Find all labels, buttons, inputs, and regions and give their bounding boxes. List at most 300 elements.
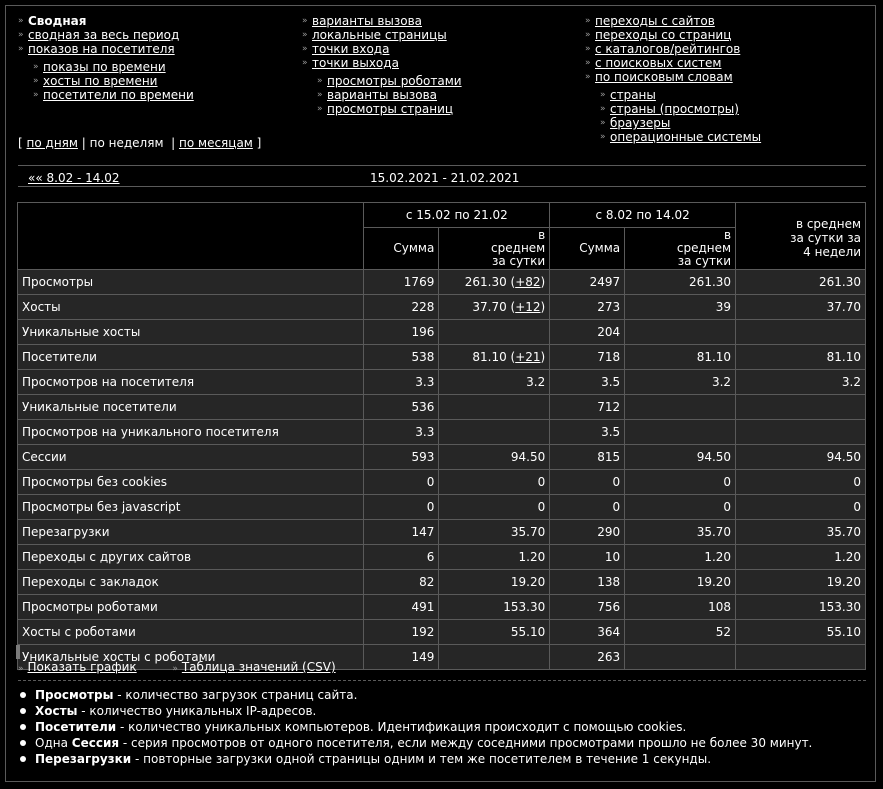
table-header-avg-per-day (625, 228, 736, 270)
metric-label-cell (18, 545, 364, 570)
nav-column-referrers (585, 14, 761, 144)
period-separator: | (81, 136, 86, 150)
legend-term: Сессия (71, 736, 120, 750)
current-avg: 35.70 (510, 525, 546, 539)
current-avg-cell (439, 395, 550, 420)
current-avg: 1.20 (518, 550, 546, 564)
scroll-marker (16, 645, 20, 659)
arrow-icon: » (302, 44, 308, 54)
divider (18, 165, 866, 166)
current-sum-cell (364, 420, 439, 445)
nav-item-from-pages[interactable] (585, 28, 761, 42)
legend-description: - повторные загрузки одной страницы одним и тем же посетителем в течение 1 секунды. (131, 752, 712, 766)
nav-link-local-pages[interactable]: локальные страницы (312, 28, 447, 42)
bullet-icon (20, 724, 26, 730)
current-avg-cell: 81.10 (+21) (439, 345, 550, 370)
previous-sum-cell (550, 345, 625, 370)
avg-4-weeks-cell (736, 420, 866, 445)
legend-item (18, 751, 812, 767)
metric-label: Перезагрузки (22, 525, 110, 539)
avg-4-weeks: 37.70 (826, 300, 861, 314)
metric-label: Просмотры без cookies (22, 475, 168, 489)
previous-sum-cell (550, 595, 625, 620)
nav-item-from-sites[interactable] (585, 14, 761, 28)
metric-label: Хосты с роботами (22, 625, 136, 639)
current-sum-cell (364, 620, 439, 645)
table-header-sum: Сумма (550, 228, 625, 270)
arrow-icon: » (600, 90, 606, 100)
metric-label-cell (18, 570, 364, 595)
previous-avg-cell (625, 570, 736, 595)
table-row (18, 370, 866, 395)
current-avg-cell (439, 570, 550, 595)
previous-sum-cell (550, 620, 625, 645)
previous-avg-cell (625, 645, 736, 670)
metric-label-cell (18, 370, 364, 395)
dashed-divider (18, 680, 866, 681)
period-switcher (18, 136, 261, 150)
previous-sum-cell (550, 295, 625, 320)
previous-avg: 39 (715, 300, 732, 314)
avg4-header-text: в среднем за сутки за 4 недели (790, 216, 861, 259)
current-avg: 55.10 (510, 625, 546, 639)
previous-avg: 261.30 (689, 275, 732, 289)
previous-sum-cell (550, 545, 625, 570)
stats-table-body (18, 270, 866, 670)
arrow-icon: » (33, 76, 39, 86)
arrow-icon: » (33, 62, 39, 72)
nav-item-views-per-visitor[interactable] (18, 42, 194, 56)
current-sum: 491 (411, 600, 435, 614)
previous-avg: 3.2 (711, 375, 732, 389)
metric-label-cell (18, 620, 364, 645)
arrow-icon: » (585, 16, 591, 26)
previous-avg-cell (625, 470, 736, 495)
previous-avg-cell (625, 270, 736, 295)
nav-link-views-by-time[interactable]: показы по времени (43, 60, 166, 74)
current-sum-cell (364, 645, 439, 670)
metric-label-cell (18, 320, 364, 345)
current-avg-cell (439, 620, 550, 645)
table-row (18, 295, 866, 320)
previous-sum: 10 (604, 550, 621, 564)
current-sum: 3.3 (415, 375, 435, 389)
arrow-icon: » (600, 104, 606, 114)
nav-item-entry-points[interactable] (302, 42, 462, 56)
avg-4-weeks: 3.2 (841, 375, 861, 389)
table-header-metric (18, 203, 364, 270)
nav-item-countries[interactable] (585, 88, 761, 102)
legend-item (18, 719, 812, 735)
metric-label: Переходы с других сайтов (22, 550, 192, 564)
nav-column-summary (18, 14, 194, 102)
previous-avg: 52 (715, 625, 732, 639)
avg-4-weeks: 153.30 (819, 600, 861, 614)
nav-item-visitors-by-time[interactable] (18, 88, 194, 102)
previous-sum-cell (550, 470, 625, 495)
avg-4-weeks: 0 (853, 500, 861, 514)
nav-item-from-catalogs[interactable] (585, 42, 761, 56)
previous-sum: 718 (597, 350, 621, 364)
previous-sum: 273 (597, 300, 621, 314)
previous-avg-cell (625, 420, 736, 445)
previous-sum-cell (550, 420, 625, 445)
current-avg-cell (439, 320, 550, 345)
nav-item-robot-views[interactable] (302, 74, 462, 88)
previous-sum-cell (550, 645, 625, 670)
current-avg-cell (439, 370, 550, 395)
previous-avg: 81.10 (696, 350, 732, 364)
avg-4-weeks-cell (736, 345, 866, 370)
previous-sum: 2497 (589, 275, 621, 289)
metric-label: Уникальные посетители (22, 400, 177, 414)
previous-avg: 0 (723, 500, 732, 514)
avg-4-weeks-cell (736, 645, 866, 670)
nav-item-views-by-time[interactable] (18, 60, 194, 74)
previous-avg-cell (625, 620, 736, 645)
previous-sum: 815 (597, 450, 621, 464)
current-sum: 6 (426, 550, 435, 564)
arrow-icon: » (600, 132, 606, 142)
table-row (18, 470, 866, 495)
nav-item-os[interactable] (585, 130, 761, 144)
legend-term: Просмотры (35, 688, 114, 702)
metric-label: Просмотры без javascript (22, 500, 181, 514)
legend-term: Хосты (35, 704, 78, 718)
current-sum: 147 (411, 525, 435, 539)
table-row (18, 620, 866, 645)
table-row (18, 320, 866, 345)
current-sum: 149 (411, 650, 435, 664)
period-bracket-open: [ (18, 136, 23, 150)
avg-4-weeks-cell (736, 595, 866, 620)
current-avg-cell (439, 420, 550, 445)
current-avg: 81.10 (472, 350, 507, 364)
previous-sum: 0 (612, 475, 621, 489)
arrow-icon: » (302, 58, 308, 68)
avg-4-weeks-cell (736, 545, 866, 570)
previous-sum-cell (550, 570, 625, 595)
previous-avg: 35.70 (696, 525, 732, 539)
table-row (18, 445, 866, 470)
table-row (18, 345, 866, 370)
metric-label: Посетители (22, 350, 97, 364)
legend-description: - серия просмотров от одного посетителя, если между соседними просмотрами прошло не более 30 минут. (119, 736, 813, 750)
current-avg-cell (439, 645, 550, 670)
current-avg-cell (439, 470, 550, 495)
metric-label: Сессии (22, 450, 67, 464)
bullet-icon (20, 740, 26, 746)
nav-link-from-pages[interactable]: переходы со страниц (595, 28, 732, 42)
current-avg: 0 (537, 475, 546, 489)
avg-header-text: в среднем за сутки (676, 228, 732, 268)
current-sum: 593 (411, 450, 435, 464)
current-sum-cell (364, 495, 439, 520)
nav-link-robot-views[interactable]: просмотры роботами (327, 74, 462, 88)
current-sum: 3.3 (415, 425, 435, 439)
avg-4-weeks-cell (736, 370, 866, 395)
current-sum-cell (364, 270, 439, 295)
previous-sum-cell (550, 495, 625, 520)
period-bracket-close: ] (256, 136, 262, 150)
nav-item-from-search[interactable] (585, 56, 761, 70)
metric-label-cell (18, 445, 364, 470)
current-period-label: 15.02.2021 - 21.02.2021 (370, 171, 520, 185)
table-header-sum: Сумма (364, 228, 439, 270)
nav-item-call-variants-2[interactable] (302, 88, 462, 102)
legend-description: - количество уникальных компьютеров. Идентификация происходит с помощью cookies. (116, 720, 687, 734)
table-header-current-week: с 15.02 по 21.02 (364, 203, 550, 228)
arrow-icon: » (317, 76, 323, 86)
nav-link-countries-views[interactable]: страны (просмотры) (610, 102, 739, 116)
metric-label-cell (18, 295, 364, 320)
metric-label: Переходы с закладок (22, 575, 159, 589)
arrow-icon: » (585, 58, 591, 68)
current-avg-cell (439, 495, 550, 520)
current-sum-cell (364, 395, 439, 420)
legend-item (18, 735, 812, 751)
table-header-avg-4-weeks (736, 203, 866, 270)
table-row (18, 420, 866, 445)
current-avg-cell (439, 520, 550, 545)
previous-avg-cell (625, 370, 736, 395)
previous-sum-cell (550, 520, 625, 545)
legend-list (18, 687, 812, 767)
arrow-icon: » (18, 664, 24, 674)
nav-link-visitors-by-time[interactable]: посетители по времени (43, 88, 194, 102)
nav-link-browsers[interactable]: браузеры (610, 116, 671, 130)
legend-item (18, 687, 812, 703)
avg-4-weeks: 19.20 (826, 575, 861, 589)
legend-description: - количество загрузок страниц сайта. (113, 688, 358, 702)
nav-item-countries-views[interactable] (585, 102, 761, 116)
previous-sum: 3.5 (601, 375, 621, 389)
previous-sum: 290 (597, 525, 621, 539)
nav-link-from-sites[interactable]: переходы с сайтов (595, 14, 715, 28)
previous-avg-cell (625, 545, 736, 570)
show-chart-link[interactable]: Показать график (27, 660, 137, 674)
actions-row (18, 660, 336, 676)
nav-item-page-views[interactable] (302, 102, 462, 116)
previous-avg: 0 (723, 475, 732, 489)
previous-sum: 756 (597, 600, 621, 614)
metric-label: Уникальные хосты (22, 325, 141, 339)
previous-sum: 364 (597, 625, 621, 639)
arrow-icon: » (585, 44, 591, 54)
avg-4-weeks-cell (736, 445, 866, 470)
nav-link-exit-points[interactable]: точки выхода (312, 56, 399, 70)
nav-link-call-variants-2[interactable]: варианты вызова (327, 88, 438, 102)
nav-link-os[interactable]: операционные системы (610, 130, 762, 144)
current-sum-cell (364, 370, 439, 395)
current-sum-cell (364, 320, 439, 345)
avg-header-text: в среднем за сутки (491, 228, 546, 268)
current-avg-cell: 37.70 (+12) (439, 295, 550, 320)
metric-label: Просмотры (22, 275, 94, 289)
metric-label-cell (18, 595, 364, 620)
nav-column-pages (302, 14, 462, 116)
previous-avg-cell (625, 520, 736, 545)
arrow-icon: » (317, 104, 323, 114)
previous-avg-cell (625, 320, 736, 345)
period-by-weeks-current: по неделям (89, 136, 164, 150)
previous-sum: 712 (597, 400, 621, 414)
nav-item-exit-points[interactable] (302, 56, 462, 70)
previous-avg: 108 (708, 600, 732, 614)
table-row (18, 270, 866, 295)
metric-label-cell (18, 495, 364, 520)
nav-item-hosts-by-time[interactable] (18, 74, 194, 88)
avg-4-weeks: 81.10 (826, 350, 861, 364)
current-avg: 0 (537, 500, 546, 514)
avg-4-weeks: 35.70 (826, 525, 861, 539)
nav-item-local-pages[interactable] (302, 28, 462, 42)
metric-label-cell (18, 470, 364, 495)
previous-avg: 19.20 (696, 575, 732, 589)
current-sum-cell (364, 545, 439, 570)
metric-label: Просмотров на уникального посетителя (22, 425, 279, 439)
current-avg: 94.50 (510, 450, 546, 464)
previous-avg-cell (625, 445, 736, 470)
table-row (18, 595, 866, 620)
current-avg: 261.30 (464, 275, 507, 289)
nav-link-summary-all[interactable]: сводная за весь период (28, 28, 180, 42)
previous-sum: 138 (597, 575, 621, 589)
nav-link-call-variants[interactable]: варианты вызова (312, 14, 423, 28)
delta-link[interactable]: +21 (515, 350, 541, 364)
nav-link-views-per-visitor[interactable]: показов на посетителя (28, 42, 175, 56)
nav-link-countries[interactable]: страны (610, 88, 656, 102)
arrow-icon: » (172, 664, 178, 674)
delta-link[interactable]: +12 (515, 300, 541, 314)
previous-avg-cell (625, 295, 736, 320)
nav-link-page-views[interactable]: просмотры страниц (327, 102, 454, 116)
current-sum: 228 (411, 300, 435, 314)
table-row (18, 395, 866, 420)
nav-item-search-words[interactable] (585, 70, 761, 84)
csv-table-link[interactable]: Таблица значений (CSV) (181, 660, 336, 674)
divider (18, 186, 866, 187)
avg-4-weeks: 0 (853, 475, 861, 489)
legend-term: Перезагрузки (35, 752, 132, 766)
nav-item-summary-all[interactable] (18, 28, 194, 42)
table-row (18, 495, 866, 520)
current-sum-cell (364, 570, 439, 595)
previous-sum-cell (550, 395, 625, 420)
avg-4-weeks: 94.50 (826, 450, 861, 464)
table-row (18, 545, 866, 570)
current-sum: 538 (411, 350, 435, 364)
current-sum: 0 (426, 475, 435, 489)
metric-label-cell (18, 520, 364, 545)
metric-label: Уникальные хосты с роботами (22, 650, 216, 664)
previous-sum: 204 (597, 325, 621, 339)
arrow-icon: » (18, 30, 24, 40)
current-sum-cell (364, 595, 439, 620)
nav-link-from-catalogs[interactable]: с каталогов/рейтингов (595, 42, 741, 56)
table-header-avg-per-day (439, 228, 550, 270)
current-sum-cell (364, 470, 439, 495)
avg-4-weeks-cell (736, 395, 866, 420)
avg-4-weeks-cell (736, 495, 866, 520)
previous-period-link[interactable]: «« 8.02 - 14.02 (28, 171, 120, 185)
avg-4-weeks-cell (736, 270, 866, 295)
previous-sum-cell (550, 320, 625, 345)
bullet-icon (20, 756, 26, 762)
avg-4-weeks: 261.30 (819, 275, 861, 289)
previous-avg-cell (625, 395, 736, 420)
arrow-icon: » (18, 44, 24, 54)
nav-link-hosts-by-time[interactable]: хосты по времени (43, 74, 158, 88)
current-sum: 82 (419, 575, 435, 589)
metric-label: Просмотров на посетителя (22, 375, 195, 389)
previous-avg-cell (625, 345, 736, 370)
period-separator: | (171, 136, 176, 150)
nav-link-entry-points[interactable]: точки входа (312, 42, 390, 56)
nav-item-call-variants[interactable] (302, 14, 462, 28)
current-sum-cell (364, 295, 439, 320)
arrow-icon: » (585, 30, 591, 40)
current-avg-cell (439, 545, 550, 570)
avg-4-weeks: 55.10 (826, 625, 861, 639)
metric-label-cell (18, 345, 364, 370)
previous-sum-cell (550, 445, 625, 470)
nav-item-browsers[interactable] (585, 116, 761, 130)
previous-avg-cell (625, 495, 736, 520)
period-by-months-link[interactable]: по месяцам (179, 136, 253, 150)
current-sum-cell (364, 520, 439, 545)
legend-term: Посетители (35, 720, 117, 734)
metric-label-cell (18, 270, 364, 295)
nav-link-from-search[interactable]: с поисковых систем (595, 56, 722, 70)
previous-sum: 3.5 (601, 425, 621, 439)
legend-item (18, 703, 812, 719)
report-navigation (0, 0, 883, 160)
nav-item-summary (18, 14, 194, 28)
arrow-icon: » (317, 90, 323, 100)
avg-4-weeks-cell (736, 320, 866, 345)
avg-4-weeks-cell (736, 570, 866, 595)
metric-label: Хосты (22, 300, 61, 314)
avg-4-weeks-cell (736, 295, 866, 320)
table-header-previous-week: с 8.02 по 14.02 (550, 203, 736, 228)
table-row (18, 570, 866, 595)
previous-avg-cell (625, 595, 736, 620)
current-avg-cell: 261.30 (+82) (439, 270, 550, 295)
current-avg: 3.2 (526, 375, 546, 389)
avg-4-weeks-cell (736, 520, 866, 545)
current-sum: 536 (411, 400, 435, 414)
bullet-icon (20, 692, 26, 698)
legend-description: - количество уникальных IP-адресов. (77, 704, 317, 718)
current-avg: 153.30 (503, 600, 546, 614)
previous-avg: 94.50 (696, 450, 732, 464)
stats-table (17, 202, 866, 670)
current-avg-cell (439, 595, 550, 620)
delta-link[interactable]: +82 (515, 275, 541, 289)
current-sum: 0 (426, 500, 435, 514)
previous-sum: 0 (612, 500, 621, 514)
arrow-icon: » (600, 118, 606, 128)
period-by-days-link[interactable]: по дням (26, 136, 78, 150)
arrow-icon: » (302, 30, 308, 40)
nav-link-search-words[interactable]: по поисковым словам (595, 70, 733, 84)
arrow-icon: » (302, 16, 308, 26)
metric-label: Просмотры роботами (22, 600, 158, 614)
bullet-icon (20, 708, 26, 714)
previous-avg: 1.20 (704, 550, 732, 564)
table-row (18, 520, 866, 545)
